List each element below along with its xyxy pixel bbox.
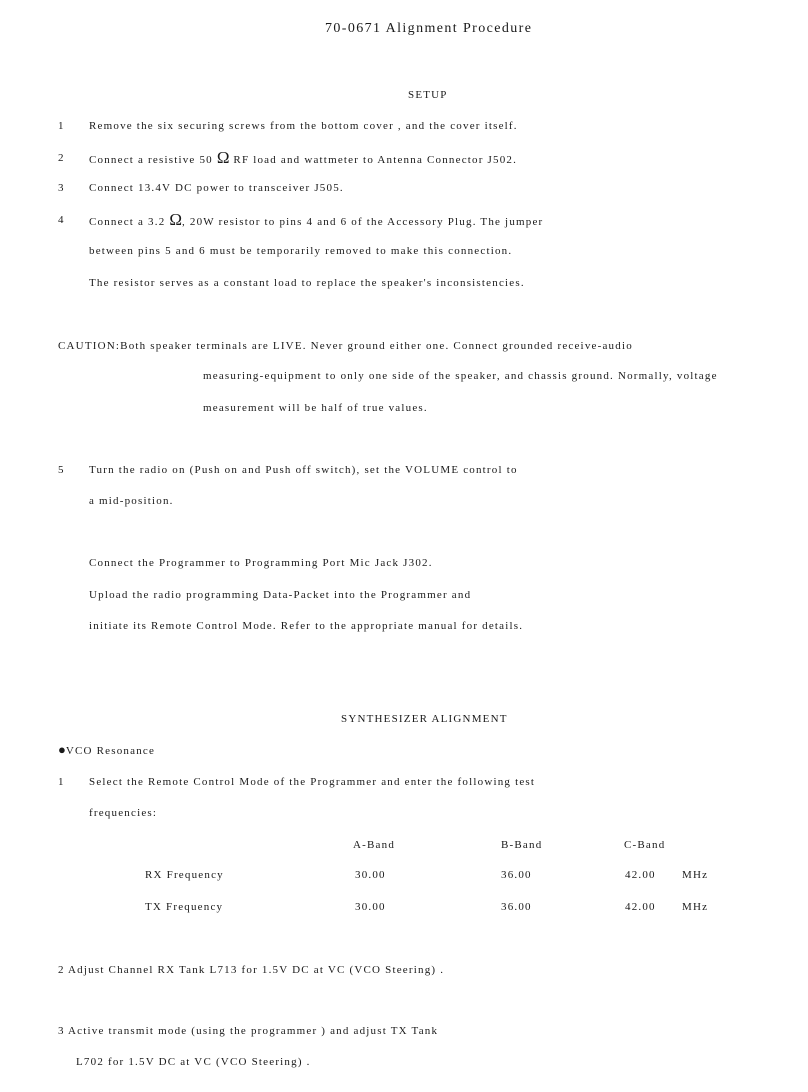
- table-row-label: TX Frequency: [145, 901, 224, 913]
- table-cell: 36.00: [501, 901, 532, 913]
- step-text: L702 for 1.5V DC at VC (VCO Steering) .: [76, 1056, 311, 1068]
- step-text: 3 Active transmit mode (using the programmer ) and adjust TX Tank: [58, 1025, 439, 1037]
- step-text-part: , 20W resistor to pins 4 and 6 of the Accessory Plug. The jumper: [181, 216, 544, 228]
- table-row-label: RX Frequency: [145, 869, 224, 881]
- step-text: 2 Adjust Channel RX Tank L713 for 1.5V DC at VC (VCO Steering) .: [58, 964, 445, 976]
- table-cell: 42.00: [625, 869, 656, 881]
- table-header: A-Band: [353, 839, 396, 851]
- bullet-icon: ●: [58, 742, 66, 757]
- step-text: a mid-position.: [89, 495, 174, 507]
- ohm-symbol: Ω: [169, 210, 182, 229]
- programmer-text: Upload the radio programming Data-Packet into the Programmer and: [89, 589, 472, 601]
- step-text: [89, 210, 544, 229]
- step-number: 4: [58, 214, 65, 226]
- step-text: Remove the six securing screws from the bottom cover , and the cover itself.: [89, 120, 518, 132]
- caution-text: measuring-equipment to only one side of the speaker, and chassis ground. Normally, voltage: [203, 370, 718, 382]
- ohm-symbol: Ω: [216, 148, 230, 167]
- table-cell: 30.00: [355, 869, 386, 881]
- caution-text: CAUTION:Both speaker terminals are LIVE. Never ground either one. Connect grounded receive-audio: [58, 340, 633, 352]
- table-header: C-Band: [624, 839, 666, 851]
- step-text: The resistor serves as a constant load to replace the speaker's inconsistencies.: [89, 277, 525, 289]
- page-title: 70-0671 Alignment Procedure: [325, 21, 533, 36]
- step-text: Turn the radio on (Push on and Push off switch), set the VOLUME control to: [89, 464, 518, 476]
- programmer-text: initiate its Remote Control Mode. Refer to the appropriate manual for details.: [89, 620, 524, 632]
- step-text: frequencies:: [89, 807, 158, 819]
- step-number: 2: [58, 152, 65, 164]
- programmer-text: Connect the Programmer to Programming Port Mic Jack J302.: [89, 557, 433, 569]
- step-text-part: Connect a resistive 50: [89, 154, 217, 166]
- table-cell: 30.00: [355, 901, 386, 913]
- table-unit: MHz: [682, 869, 709, 881]
- synth-heading: SYNTHESIZER ALIGNMENT: [341, 713, 508, 725]
- step-text-part: Connect a 3.2: [89, 216, 170, 228]
- step-number: 1: [58, 120, 65, 132]
- table-cell: 42.00: [625, 901, 656, 913]
- table-header: B-Band: [501, 839, 543, 851]
- step-number: 1: [58, 776, 65, 788]
- table-unit: MHz: [682, 901, 709, 913]
- step-text: [89, 148, 518, 167]
- step-text-part: RF load and wattmeter to Antenna Connector J502.: [229, 154, 518, 166]
- step-text: between pins 5 and 6 must be temporarily removed to make this connection.: [89, 245, 513, 257]
- caution-text: measurement will be half of true values.: [203, 402, 428, 414]
- table-cell: 36.00: [501, 869, 532, 881]
- vco-resonance: [58, 743, 155, 758]
- setup-heading: SETUP: [408, 89, 448, 101]
- step-number: 3: [58, 182, 65, 194]
- step-text: Connect 13.4V DC power to transceiver J505.: [89, 182, 344, 194]
- step-text: Select the Remote Control Mode of the Programmer and enter the following test: [89, 776, 536, 788]
- step-number: 5: [58, 464, 65, 476]
- vco-label: VCO Resonance: [65, 745, 156, 757]
